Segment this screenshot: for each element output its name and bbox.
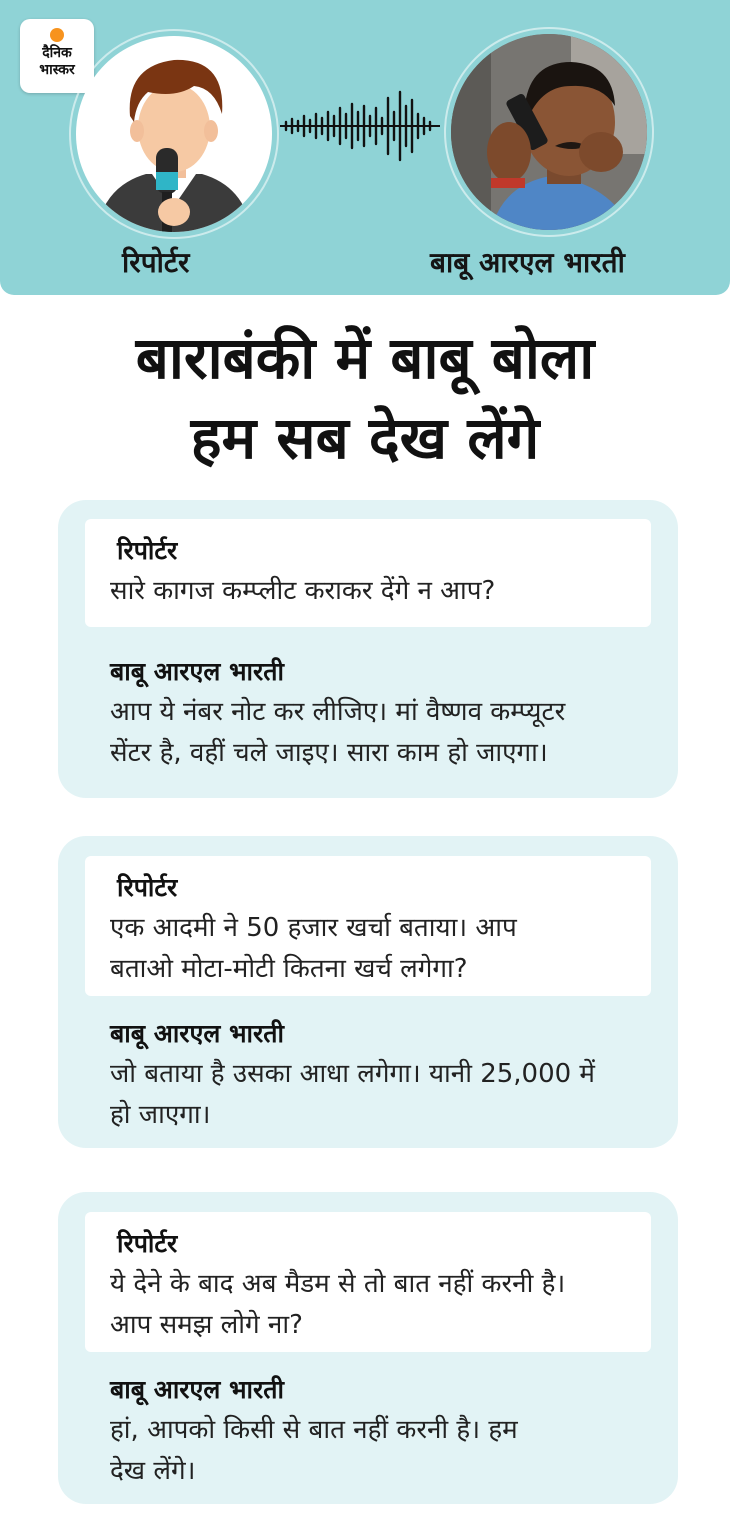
page-title bbox=[0, 318, 730, 478]
reporter-with-microphone-icon bbox=[76, 36, 272, 232]
logo-line-1: दैनिक bbox=[42, 45, 72, 61]
official-avatar bbox=[451, 34, 647, 230]
question-speaker: रिपोर्टर bbox=[117, 1229, 178, 1258]
title-line-1: बाराबंकी में बाबू बोला bbox=[135, 324, 595, 392]
answer-line: आप ये नंबर नोट कर लीजिए। मां वैष्णव कम्प्यूटर bbox=[110, 697, 566, 727]
reporter-avatar bbox=[76, 36, 272, 232]
answer-line: जो बताया है उसका आधा लगेगा। यानी 25,000 में bbox=[110, 1059, 595, 1089]
conversation-card bbox=[58, 500, 678, 798]
conversation-card bbox=[58, 1192, 678, 1504]
header-banner bbox=[0, 0, 730, 295]
question-line: आप समझ लोगे ना? bbox=[110, 1310, 303, 1340]
answer-line: हां, आपको किसी से बात नहीं करनी है। हम bbox=[110, 1415, 518, 1445]
answer-line: हो जाएगा। bbox=[110, 1100, 211, 1130]
answer-line: देख लेंगे। bbox=[110, 1456, 196, 1486]
reporter-question-box bbox=[85, 1212, 651, 1352]
reporter-question-box bbox=[85, 856, 651, 996]
question-speaker: रिपोर्टर bbox=[117, 536, 178, 565]
answer-line: सेंटर है, वहीं चले जाइए। सारा काम हो जाएगा। bbox=[110, 738, 548, 768]
logo-text bbox=[20, 45, 94, 79]
conversation-card bbox=[58, 836, 678, 1148]
question-text bbox=[110, 908, 670, 990]
reporter-question-box bbox=[85, 519, 651, 627]
logo-line-2: भास्कर bbox=[39, 62, 75, 78]
answer-text bbox=[110, 692, 670, 774]
question-text bbox=[110, 571, 670, 612]
logo-sun-dot bbox=[50, 28, 64, 42]
official-label: बाबू आरएल भारती bbox=[430, 246, 625, 279]
answer-speaker: बाबू आरएल भारती bbox=[110, 657, 284, 686]
man-on-phone-photo bbox=[451, 34, 647, 230]
question-speaker: रिपोर्टर bbox=[117, 873, 178, 902]
answer-text bbox=[110, 1054, 670, 1136]
question-line: ये देने के बाद अब मैडम से तो बात नहीं करनी है। bbox=[110, 1269, 566, 1299]
answer-speaker: बाबू आरएल भारती bbox=[110, 1019, 284, 1048]
question-line: सारे कागज कम्प्लीट कराकर देंगे न आप? bbox=[110, 576, 496, 606]
question-line: बताओ मोटा-मोटी कितना खर्च लगेगा? bbox=[110, 954, 468, 984]
reporter-label: रिपोर्टर bbox=[122, 246, 190, 279]
title-line-2: हम सब देख लेंगे bbox=[190, 404, 540, 472]
answer-speaker: बाबू आरएल भारती bbox=[110, 1375, 284, 1404]
question-line: एक आदमी ने 50 हजार खर्चा बताया। आप bbox=[110, 913, 517, 943]
audio-waveform-icon bbox=[280, 86, 440, 166]
question-text bbox=[110, 1264, 670, 1346]
answer-text bbox=[110, 1410, 670, 1492]
